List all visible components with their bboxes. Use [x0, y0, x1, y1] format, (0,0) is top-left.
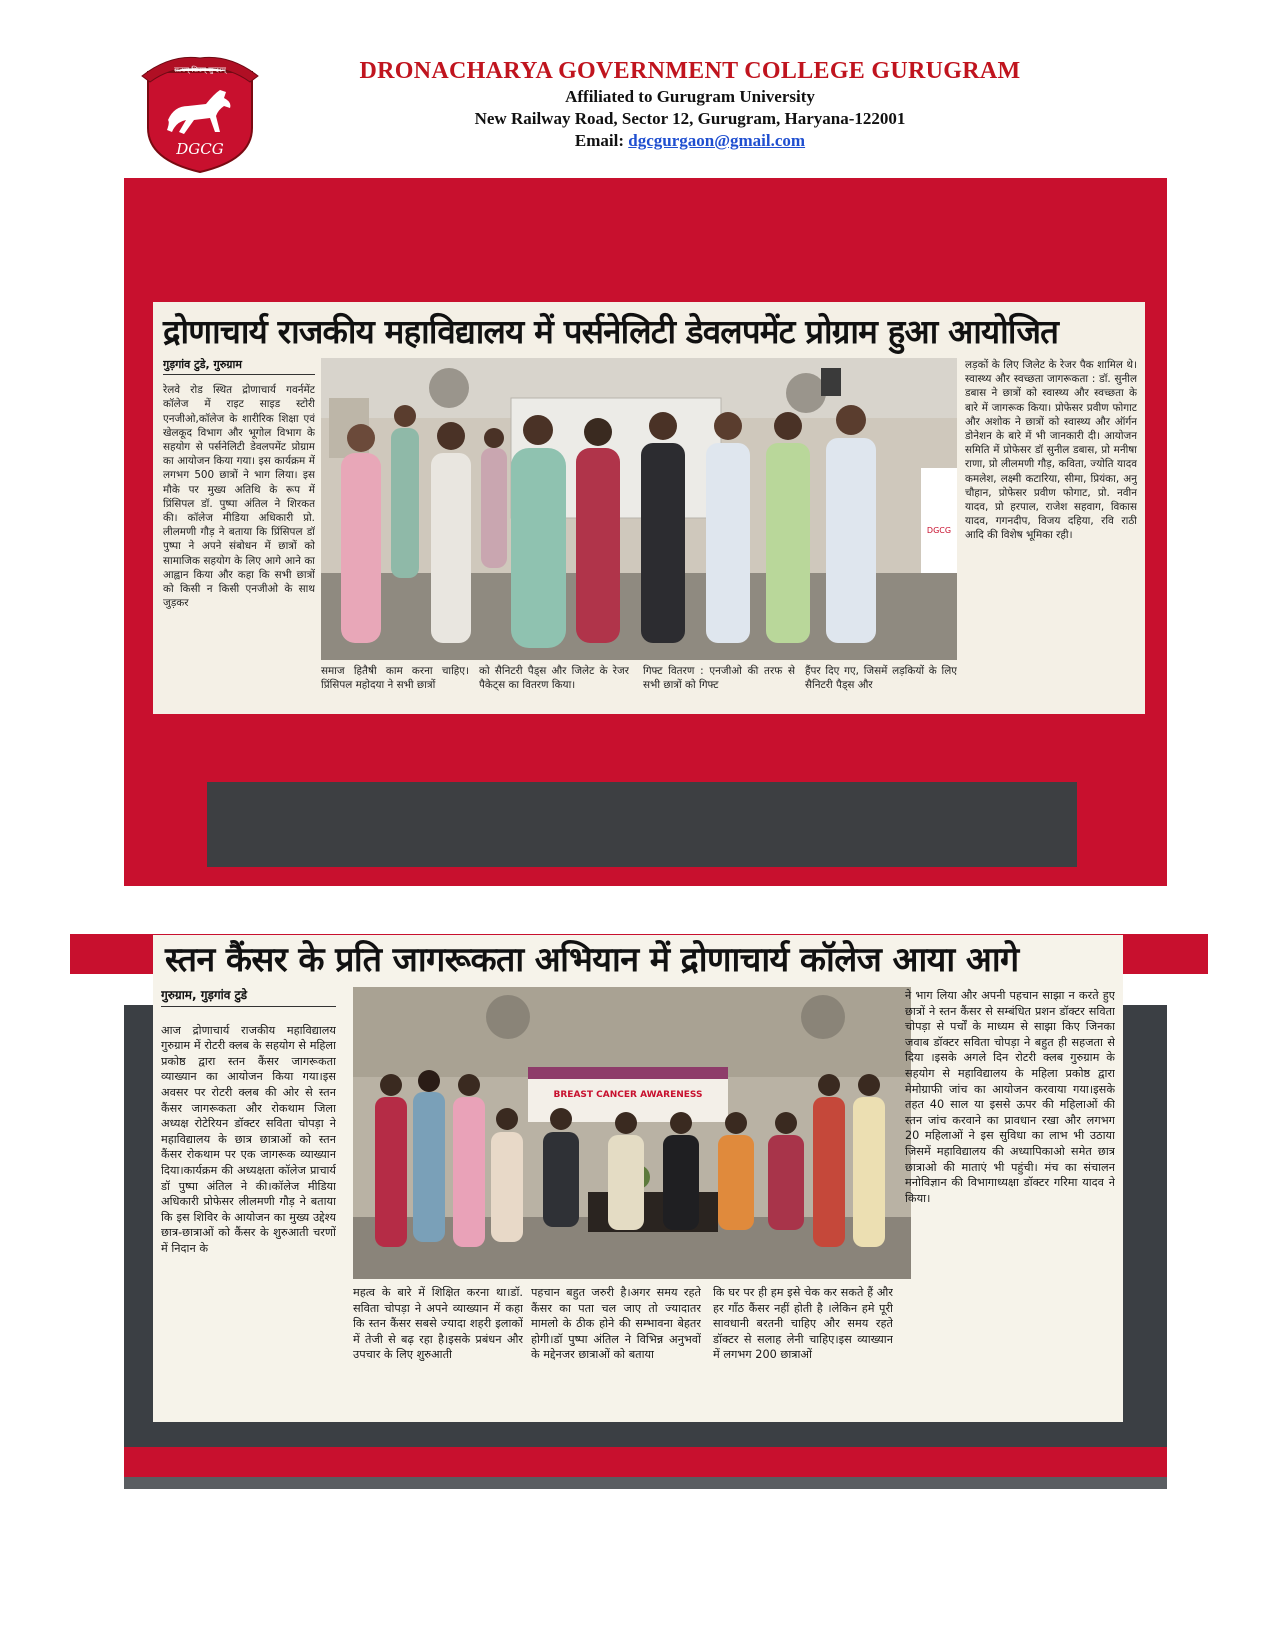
clipping-2-right-column: ने भाग लिया और अपनी पहचान साझा न करते हुए छात्रों ने स्तन कैंसर से सम्बंधित प्रशन डॉक्टर सविता चोपड़ा से पर्चों के माध्यम से साझा किए जिनका जवाब डॉक्टर सविता चोपड़ा ने बहुत ही सहजता से दिया ।इसके अगले दिन रोटरी क्लब गुरुग्राम के सहयोग से महाविद्यालय के महिला प्रकोष्ठ द्वारा मेमोग्राफी जांच का आयोजन करवाया गया।इसके तहत 40 साल या इससे ऊपर की महिलाओं की स्तन जांच करवाने का प्रावधान रखा और लगभग 20 महिलाओं ने इस सुविधा का लाभ भी उठाया जिसमें महाविद्यालय की अध्यापिकाओ समेत छात्र छात्राओ की माताएं भी पहुंची। मंच का संचालन मनोविज्ञान की विभागाध्यक्षा डॉक्टर गरिमा यादव ने किया।	[905, 989, 1115, 1205]
news-clipping-1	[153, 302, 1145, 714]
clipping-2-left-text: आज द्रोणाचार्य राजकीय महाविद्यालय गुरुग्राम में रोटरी क्लब के सहयोग से महिला प्रकोष्ठ द्वारा स्तन कैंसर जागरूकता व्याख्यान का आयोजन किया गया।इस अवसर पर रोटरी क्लब की ओर से स्तन कैंसर जागरूकता और रोकथाम जिला अध्यक्ष रोटेरियन डॉक्टर सविता चोपड़ा ने महाविद्यालय के छात्र छात्राओं को स्तन कैंसर रोकथाम पर एक जागरूक व्याख्यान दिया।कार्यक्रम की अध्यक्षता कॉलेज प्राचार्य डॉ पुष्पा अंतिल ने की।कॉलेज मीडिया अधिकारी प्रोफेसर लीलमणी गौड़ ने बताया कि इस शिविर के आयोजन का मुख्य उद्देश्य छात्र-छात्राओं को कैंसर के शुरुआती चरणों में निदान के	[161, 1023, 336, 1255]
logo-motto: सत्यम् शिवम् सुन्दरम्	[174, 66, 226, 74]
clipping-1-bottom-col-2: को सैनिटरी पैड्स और जिलेट के रेजर पैकेट्स का वितरण किया।	[479, 665, 629, 692]
clipping-1-right-column: लड़कों के लिए जिलेट के रेजर पैक शामिल थे। स्वास्थ्य और स्वच्छता जागरूकता : डॉ. सुनील डबास ने छात्रों को स्वास्थ्य और स्वच्छता के बारे में जागरूक किया। प्रोफेसर प्रवीण फोगाट और अशोक ने छात्रों को स्वास्थ्य और ऑर्गन डोनेशन के बारे में भी जानकारी दी। आयोजन समिति में प्रोफेसर डॉ सुनील डबास, प्रो मनीषा राणा, प्रो लीलमणी गौड़, कविता, ज्योति यादव कमलेश, लक्ष्मी कटारिया, सीमा, प्रियंका, अनु चौहान, प्रोफेसर प्रवीण फोगाट, प्रो. नवीन यादव, प्रो हरपाल, राजेश सहवाग, विकास यादव, गगनदीप, विजय दहिया, रवि राठी आदि की विशेष भूमिका रही।	[965, 359, 1137, 542]
clipping-2-bottom-col-3: कि घर पर ही हम इसे चेक कर सकते हैं और हर गाँठ कैंसर नहीं होती है ।लेकिन हमे पूरी सावधानी बरतनी चाहिए और समय रहते डॉक्टर से सलाह लेनी चाहिए।इस व्याख्यान में लगभग 200 छात्राओं	[713, 1286, 893, 1362]
college-name: DRONACHARYA GOVERNMENT COLLEGE GURUGRAM	[359, 58, 1021, 84]
photo-banner-text: BREAST CANCER AWARENESS	[553, 1090, 703, 1100]
clipping-2-dateline: गुरुग्राम, गुड़गांव टुडे	[161, 988, 336, 1007]
red-band	[124, 1447, 1167, 1477]
clipping-1-dateline: गुड़गांव टुडे, गुरुग्राम	[163, 358, 315, 375]
affiliation: Affiliated to Gurugram University	[565, 87, 815, 106]
gray-bar	[207, 782, 1077, 867]
email-label: Email:	[574, 131, 624, 150]
clipping-2-photo	[353, 987, 911, 1279]
clipping-2-left-column	[161, 988, 336, 1418]
letterhead	[300, 58, 1080, 151]
address: New Railway Road, Sector 12, Gurugram, Haryana-122001	[474, 109, 906, 128]
college-logo	[140, 50, 260, 175]
clipping-1-headline: द्रोणाचार्य राजकीय महाविद्यालय में पर्सनेलिटी डेवलपमेंट प्रोग्राम हुआ आयोजित	[163, 312, 1059, 351]
clipping-1-photo	[321, 358, 957, 660]
clipping-2-headline: स्तन कैंसर के प्रति जागरूकता अभियान में द्रोणाचार्य कॉलेज आया आगे	[165, 940, 1019, 980]
clipping-2-bottom-col-1: महत्व के बारे में शिक्षित करना था।डॉ. सविता चोपड़ा ने अपने व्याख्यान में कहा कि स्तन कैंसर सबसे ज्यादा शहरी इलाकों में तेजी से बढ़ रहा है।इसके प्रबंधन और उपचार के लिए शुरुआती	[353, 1286, 523, 1362]
gray-band	[124, 1477, 1167, 1489]
clipping-1-left-column	[163, 358, 315, 710]
email-line	[300, 131, 1080, 151]
clipping-2-bottom-col-2: पहचान बहुत जरुरी है।अगर समय रहते कैंसर का पता चल जाए तो ज्यादातर मामलो के ठीक होने की सम्भावना बेहतर होगी।डॉ पुष्पा अंतिल ने विभिन्न अनुभवों के मद्देनजर छात्राओं को बताया	[531, 1286, 701, 1362]
email-link[interactable]: dgcgurgaon@gmail.com	[628, 131, 806, 150]
logo-initials: DGCG	[176, 140, 224, 158]
clipping-1-left-text: रेलवे रोड स्थित द्रोणाचार्य गवर्नमेंट कॉलेज में राइट साइड स्टोरी एनजीओ,कॉलेज के शारीरिक शिक्षा एवं खेलकूद विभाग और भूगोल विभाग के सहयोग से पर्सनेलिटी डेवलपमेंट प्रोग्राम का आयोजन किया गया। इस कार्यक्रम में लगभग 500 छात्रों ने भाग लिया। इस मौके पर मुख्य अतिथि के रूप में प्रिंसिपल डॉ. पुष्पा अंतिल ने शिरकत की। कॉलेज मीडिया अधिकारी प्रो. लीलमणी गौड़ ने बताया कि प्रिंसिपल डॉ पुष्पा ने अपने संबोधन में छात्रों को सामाजिक सहयोग के लिए आगे आने का आह्वान किया और कहा कि सभी छात्रों को किसी न किसी एनजीओ के साथ जुड़कर	[163, 384, 315, 610]
svg-text:DGCG: DGCG	[926, 526, 952, 535]
clipping-1-bottom-col-4: हैंपर दिए गए, जिसमें लड़कियों के लिए सैनिटरी पैड्स और	[805, 665, 957, 692]
clipping-1-bottom-col-1: समाज हितैषी काम करना चाहिए। प्रिंसिपल महोदया ने सभी छात्रों	[321, 665, 469, 692]
news-clipping-2	[153, 935, 1123, 1422]
clipping-1-bottom-col-3: गिफ्ट वितरण : एनजीओ की तरफ से सभी छात्रों को गिफ्ट	[643, 665, 795, 692]
